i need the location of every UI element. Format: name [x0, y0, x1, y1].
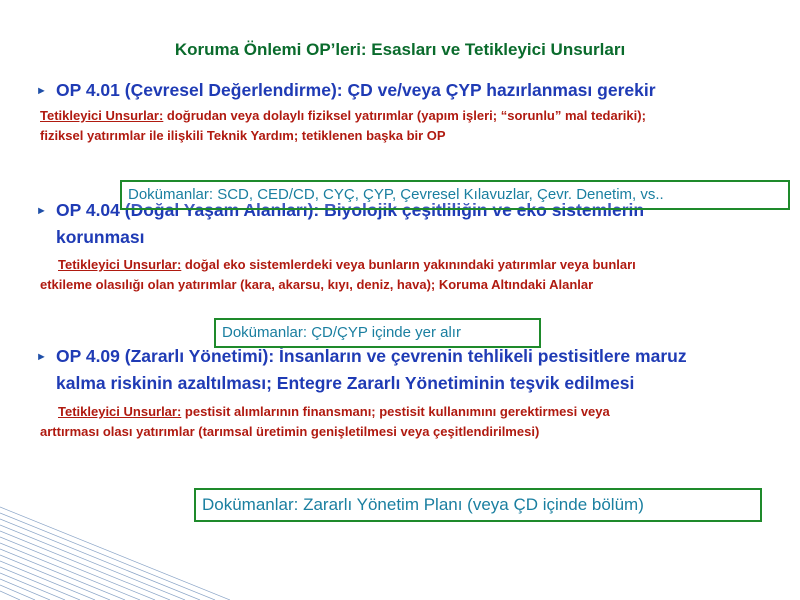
trigger-text-line-1: pestisit alımlarının finansmanı; pestisit kullanımını gerektirmesi veya: [181, 404, 610, 419]
slide-title: Koruma Önlemi OP’leri: Esasları ve Tetikleyici Unsurları: [174, 40, 626, 59]
trigger-text-line-2: etkileme olasılığı olan yatırımlar (kara, akarsu, kıyı, deniz, hava); Koruma Altındaki Alanlar: [40, 277, 594, 292]
trigger-label: Tetikleyici Unsurlar:: [58, 257, 182, 272]
trigger-text-line-2: arttırması olası yatırımlar (tarımsal üretimin genişletilmesi veya çeşitlendirilmesi): [40, 424, 540, 439]
bullet-icon: ►: [36, 85, 47, 97]
documents-box-op-4-04: Dokümanlar: ÇD/ÇYP içinde yer alır: [214, 318, 541, 348]
heading-line-1: OP 4.04 (Doğal Yaşam Alanları): Biyolojik çeşitliliğin ve eko sistemlerin: [56, 200, 645, 220]
trigger-text-line-1: doğrudan veya dolaylı fiziksel yatırımlar (yapım işleri; “sorunlu” mal tedariki);: [163, 108, 646, 123]
heading-line-2: kalma riskinin azaltılması; Entegre Zararlı Yönetiminin teşvik edilmesi: [56, 373, 635, 393]
heading-op-4-09: [36, 343, 776, 397]
trigger-op-4-04: [40, 255, 760, 295]
heading-line-2: korunması: [56, 227, 145, 247]
trigger-label: Tetikleyici Unsurlar:: [58, 404, 182, 419]
heading-line-1: OP 4.01 (Çevresel Değerlendirme): ÇD ve/veya ÇYP hazırlanması gerekir: [56, 80, 656, 100]
trigger-text-line-2: fiziksel yatırımlar ile ilişkili Teknik Yardım; tetiklenen başka bir OP: [40, 128, 446, 143]
decorative-stripes: [0, 505, 230, 600]
trigger-label: Tetikleyici Unsurlar:: [40, 108, 164, 123]
heading-line-1: OP 4.09 (Zararlı Yönetimi): İnsanların ve çevrenin tehlikeli pestisitlere maruz: [56, 346, 687, 366]
bullet-icon: ►: [36, 351, 47, 363]
documents-box-op-4-09: Dokümanlar: Zararlı Yönetim Planı (veya ÇD içinde bölüm): [194, 488, 762, 522]
trigger-op-4-01: [40, 106, 760, 146]
trigger-op-4-09: [40, 402, 760, 442]
heading-op-4-01: [36, 77, 776, 104]
documents-box-op-4-01: Dokümanlar: SCD, CED/CD, CYÇ, ÇYP, Çevresel Kılavuzlar, Çevr. Denetim, vs..: [120, 180, 790, 210]
bullet-icon: ►: [36, 205, 47, 217]
trigger-text-line-1: doğal eko sistemlerdeki veya bunların yakınındaki yatırımlar veya bunları: [181, 257, 636, 272]
